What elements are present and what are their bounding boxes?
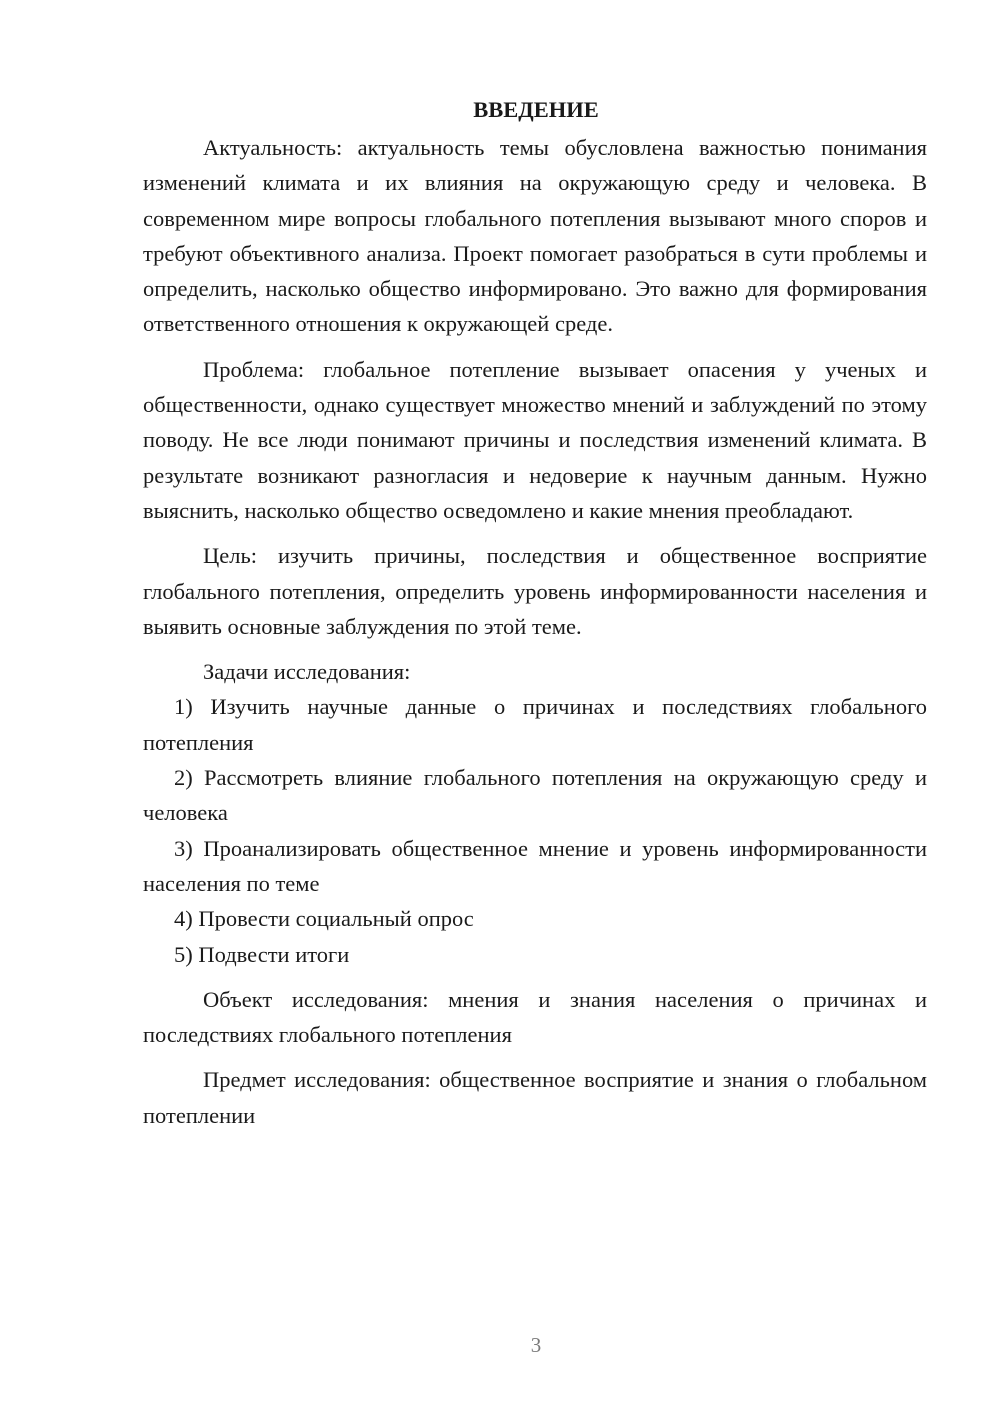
paragraph-goal: Цель: изучить причины, последствия и общественное восприятие глобального потепления, определить уровень информированности населения и выявить основные заблуждения по этой теме. [143, 543, 927, 639]
task-item-3: 3) Проанализировать общественное мнение и уровень информированности населения по теме [143, 835, 927, 896]
page-title: ВВЕДЕНИЕ [473, 97, 599, 122]
paragraph-subject: Предмет исследования: общественное восприятие и знания о глобальном потеплении [143, 1067, 927, 1128]
paragraph-relevance: Актуальность: актуальность темы обусловлена важностью понимания изменений климата и их влияния на окружающую среду и человека. В современном мире вопросы глобального потепления вызывают много споров и требуют объективного анализа. Проект помогает разобраться в сути проблемы и определить, насколько общество информировано. Это важно для формирования ответственного отношения к окружающей среде. [143, 135, 927, 337]
tasks-heading: Задачи исследования: [203, 659, 411, 685]
page-number: 3 [530, 1333, 542, 1357]
task-item-2: 2) Рассмотреть влияние глобального потепления на окружающую среду и человека [143, 765, 927, 826]
task-item-5: 5) Подвести итоги [174, 941, 350, 967]
task-item-1: 1) Изучить научные данные о причинах и последствиях глобального потепления [143, 694, 927, 755]
page-content [143, 92, 927, 1133]
task-item-4: 4) Провести социальный опрос [174, 906, 474, 932]
paragraph-object: Объект исследования: мнения и знания населения о причинах и последствиях глобального потепления [143, 986, 927, 1048]
paragraph-problem: Проблема: глобальное потепление вызывает опасения у ученых и общественности, однако существует множество мнений и заблуждений по этому поводу. Не все люди понимают причины и последствия изменений климата. В результате возникают разногласия и недоверие к научным данным. Нужно выяснить, насколько общество осведомлено и какие мнения преобладают. [143, 356, 927, 523]
